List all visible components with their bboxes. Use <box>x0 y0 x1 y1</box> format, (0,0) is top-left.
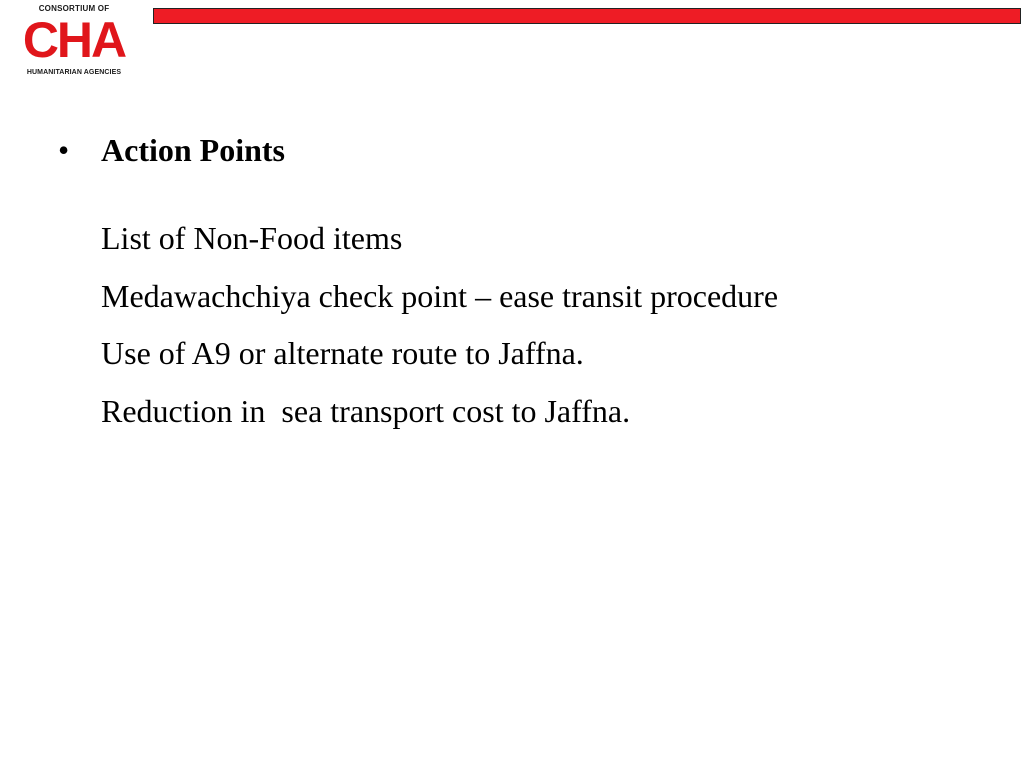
bullet-icon: • <box>58 132 70 168</box>
list-item: Medawachchiya check point – ease transit procedure <box>101 277 779 314</box>
cha-logo <box>6 4 142 80</box>
slide-heading: Action Points <box>101 132 285 168</box>
header-red-bar <box>153 8 1021 24</box>
list-item: List of Non-Food items <box>101 220 403 256</box>
list-item: Use of A9 or alternate route to Jaffna. <box>101 335 584 371</box>
list-item: Reduction in sea transport cost to Jaffna. <box>101 392 631 429</box>
action-points-list <box>101 216 778 446</box>
logo-main-text: CHA <box>22 12 126 68</box>
logo-top-text: CONSORTIUM OF <box>38 4 110 13</box>
logo-bottom-text: HUMANITARIAN AGENCIES <box>26 69 122 76</box>
